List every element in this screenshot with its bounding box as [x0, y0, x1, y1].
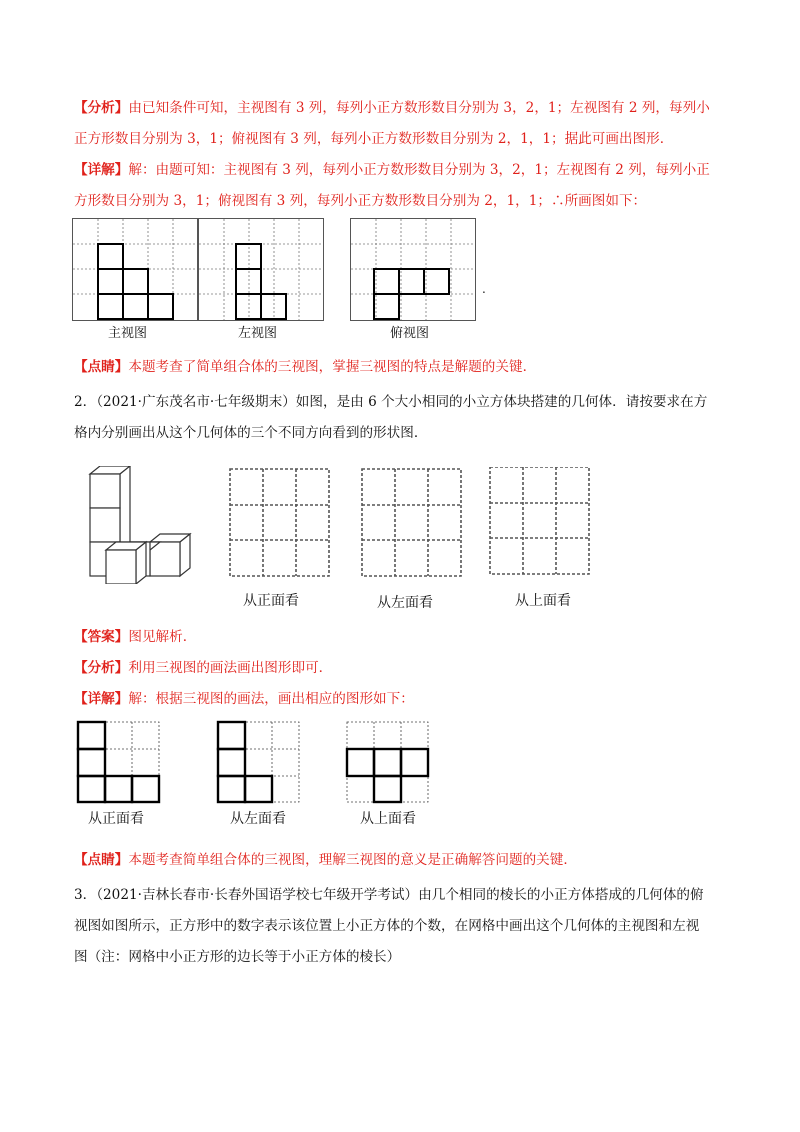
left-cell — [261, 294, 286, 319]
answer-tag: 【答案】 — [74, 629, 129, 645]
comment-tag: 【点睛】 — [74, 359, 129, 375]
q1-analysis-line2: 正方形数目分别为 3，1；俯视图有 3 列，每列小正方数形数目分别为 2，1，1；据此可画出图形． — [74, 131, 674, 147]
top-cell — [374, 269, 399, 294]
q2-comment: 【点睛】本题考查简单组合体的三视图，理解三视图的意义是正确解答问题的关键． — [74, 852, 577, 868]
solution-caption-front: 从正面看 — [88, 811, 144, 827]
trailing-dot: . — [482, 282, 486, 296]
grid-caption-left: 从左面看 — [377, 595, 433, 611]
q2-answer: 【答案】图见解析． — [74, 629, 197, 645]
left-cell — [236, 294, 261, 319]
q1-detail-line1: 【详解】解：由题可知：主视图有 3 列，每列小正方数形数目分别为 3，2，1；左视图有 2 列，每列小正 — [74, 162, 710, 178]
main-cell — [98, 269, 123, 294]
top-view-caption: 俯视图 — [390, 326, 430, 341]
main-cell — [98, 294, 123, 319]
main-cell — [123, 294, 148, 319]
left-cell — [236, 269, 261, 294]
main-cell — [98, 244, 123, 269]
analysis-tag: 【分析】 — [74, 100, 129, 116]
solution-caption-left: 从左面看 — [230, 811, 286, 827]
solution-caption-top: 从上面看 — [360, 811, 416, 827]
q1-analysis-line1: 【分析】由已知条件可知，主视图有 3 列，每列小正方数形数目分别为 3，2，1；左视图有 2 列，每列小 — [74, 100, 710, 116]
q2-detail: 【详解】解：根据三视图的画法，画出相应的图形如下： — [74, 691, 414, 707]
q3-question-line3: 图（注：网格中小正方形的边长等于小正方体的棱长） — [74, 949, 401, 965]
q2-empty-grids — [228, 467, 628, 579]
q1-detail-line2: 方形数目分别为 3，1；俯视图有 3 列，每列小正方数形数目分别为 2，1，1；∴所画图如下： — [74, 193, 647, 209]
q1-comment: 【点睛】本题考查了简单组合体的三视图，掌握三视图的特点是解题的关键． — [74, 359, 537, 375]
comment-tag: 【点睛】 — [74, 852, 129, 868]
main-view-caption: 主视图 — [108, 326, 148, 341]
analysis-tag: 【分析】 — [74, 660, 129, 676]
left-view-caption: 左视图 — [238, 326, 278, 341]
detail-tag: 【详解】 — [74, 162, 129, 178]
left-cell — [236, 244, 261, 269]
grid-caption-top: 从上面看 — [515, 593, 571, 609]
grid-caption-front: 从正面看 — [243, 593, 299, 609]
top-cell — [424, 269, 449, 294]
q3-question-line1: 3．（2021·吉林长春市·长春外国语学校七年级开学考试）由几个相同的棱长的小正方体搭成的几何体的俯 — [74, 887, 704, 903]
top-cell — [374, 294, 399, 319]
q2-question-line2: 格内分别画出从这个几何体的三个不同方向看到的形状图． — [74, 425, 428, 441]
q2-question-line1: 2．（2021·广东茂名市·七年级期末）如图，是由 6 个大小相同的小立方体块搭建的几何体．请按要求在方 — [74, 394, 708, 410]
top-cell — [399, 269, 424, 294]
q2-analysis: 【分析】利用三视图的画法画出图形即可． — [74, 660, 333, 676]
cube-stack-drawing — [82, 466, 192, 584]
main-cell — [123, 269, 148, 294]
q3-question-line2: 视图如图所示，正方形中的数字表示该位置上小正方体的个数，在网格中画出这个几何体的主视图和左视 — [74, 918, 700, 934]
q2-solution-grids — [76, 720, 440, 804]
main-cell — [148, 294, 173, 319]
detail-tag: 【详解】 — [74, 691, 129, 707]
